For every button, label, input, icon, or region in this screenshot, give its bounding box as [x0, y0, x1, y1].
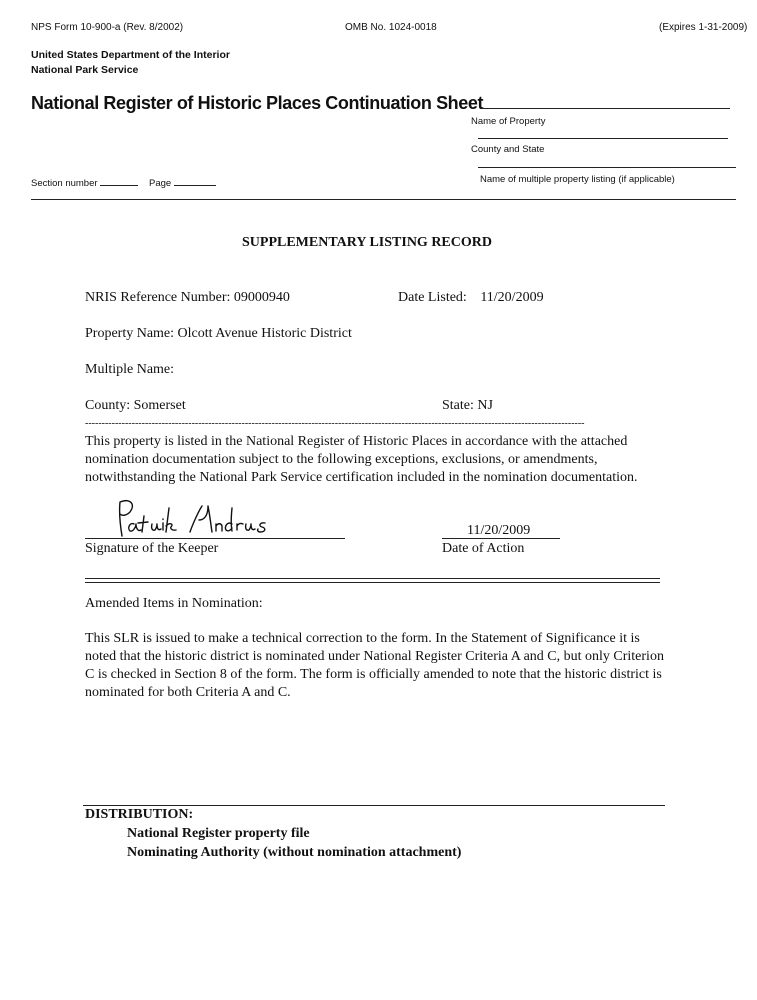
page-blank[interactable]: [174, 175, 216, 186]
county-label: County:: [85, 398, 131, 413]
service-name: National Park Service: [31, 64, 139, 76]
multiple-listing-label: Name of multiple property listing (if applicable): [480, 174, 675, 185]
department-name: United States Department of the Interior: [31, 49, 230, 61]
page-field[interactable]: [149, 175, 216, 189]
double-separator-top: [85, 578, 660, 579]
nris-reference: [85, 290, 290, 306]
distribution-item: Nominating Authority (without nomination attachment): [127, 845, 462, 860]
property-name: [85, 326, 352, 342]
signature-line: [85, 538, 345, 539]
amendment-text: This SLR is issued to make a technical correction to the form. In the Statement of Significance it is noted that the historic district is nominated under National Register Criteria A and C, but only Criterion C is checked in Section 8 of the form. The form is officially amended to note that the historic district is nominated for both Criteria A and C.: [85, 631, 664, 700]
nris-value: 09000940: [233, 290, 290, 305]
property-name-value: Olcott Avenue Historic District: [177, 326, 352, 341]
nris-label: NRIS Reference Number:: [85, 290, 231, 305]
state-value: NJ: [477, 398, 493, 413]
date-of-action-line: [442, 538, 560, 539]
form-id: NPS Form 10-900-a (Rev. 8/2002): [31, 22, 184, 33]
amended-items-label: Amended Items in Nomination:: [85, 596, 263, 611]
record-title: SUPPLEMENTARY LISTING RECORD: [242, 235, 492, 250]
property-name-label: Property Name:: [85, 326, 175, 341]
distribution-divider: [83, 805, 665, 806]
state: [442, 398, 493, 414]
date-listed: [398, 290, 544, 306]
section-number-label: Section number: [31, 178, 98, 189]
date-listed-label: Date Listed:: [398, 290, 467, 305]
name-of-property-label: Name of Property: [471, 116, 546, 127]
date-of-action-value: 11/20/2009: [467, 523, 531, 538]
section-number-blank[interactable]: [100, 175, 138, 186]
distribution-item: National Register property file: [127, 826, 310, 841]
omb-number: OMB No. 1024-0018: [345, 22, 437, 33]
sheet-title: National Register of Historic Places Continuation Sheet: [31, 93, 484, 113]
county-value: Somerset: [133, 398, 186, 413]
distribution-title: DISTRIBUTION:: [85, 807, 194, 822]
page-label: Page: [149, 178, 172, 189]
multiple-name-label: Multiple Name:: [85, 362, 175, 377]
multiple-listing-line: [478, 167, 736, 168]
county-state-line: [478, 138, 728, 139]
listing-statement: This property is listed in the National Register of Historic Places in accordance with the attached nomination documentation subject to the following exceptions, exclusions, or amendments, notwithstanding the National Park Service certification included in the nomination documentation.: [85, 434, 638, 485]
date-listed-value: 11/20/2009: [480, 290, 544, 305]
county-state-label: County and State: [471, 144, 545, 155]
date-of-action-label: Date of Action: [442, 541, 525, 556]
dashed-separator: ------------------------------------------------------------------------------------------------------------------------------------------------------: [85, 418, 585, 429]
expiration-date: (Expires 1-31-2009): [659, 22, 748, 33]
state-label: State:: [442, 398, 474, 413]
signature-label: Signature of the Keeper: [85, 541, 219, 556]
double-separator-bottom: [85, 582, 660, 583]
header-divider: [31, 199, 736, 200]
section-number-field[interactable]: [31, 175, 138, 189]
county: [85, 398, 186, 414]
name-of-property-line: [480, 108, 730, 109]
